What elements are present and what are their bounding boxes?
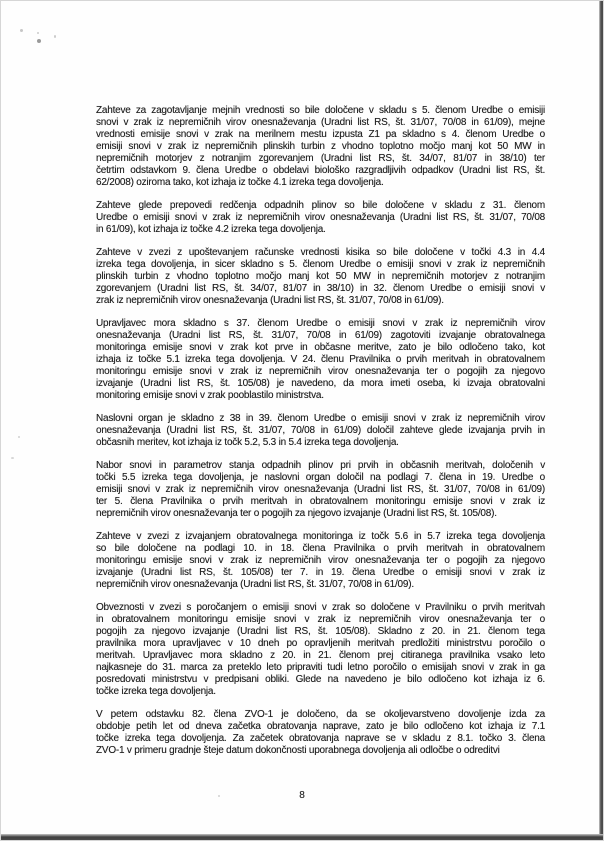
text-line: V petem odstavku 82. člena ZVO-1 je določeno, da se okoljevarstveno dovoljenje izda za [96,709,545,720]
text-line: plinskih turbin z vhodno toplotno močjo manj kot 50 MW in nepremičnih motorjev z notranjim [96,271,545,282]
page-number: 8 [299,790,305,801]
scan-edge-bottom [1,834,603,840]
text-line: nepremičnih motorjev z notranjim zgorevanjem (Uradni list RS, št. 34/07, 81/07 in 38/10) ter [96,153,545,164]
text-line: najkasneje do 31. marca za preteklo leto pripraviti tudi letno poročilo o emisijah snovi v zrak in ga [96,662,545,673]
text-line: točki 5.5 izreka tega dovoljenja, je naslovni organ določil na podlagi 7. člena in 19. Uredbe o [96,472,545,483]
text-line: zgorevanjem (Uradni list RS, št. 34/07, 81/07 in 38/10) in 32. členom Uredbe o emisiji snovi v [96,283,545,294]
text-line: onesnaževanja (Uradni list RS, št. 31/07, 70/08 in 61/09) določil zahteve glede izvajanja prvih in [96,425,545,436]
text-line: monitoringa emisije snovi v zrak kot prve in občasne meritve, zato je bilo odločeno tako, kot [96,342,545,353]
text-line: točke izreka tega dovoljenja. Za začetek obratovanja naprave se v skladu z 8.1. točko 3. člena [96,733,545,744]
paragraph [96,460,545,520]
scan-speck [54,35,56,38]
text-line: vrednosti emisije snovi v zrak na merilnem mestu izpusta Z1 pa skladno s 4. členom Uredbe o [96,129,545,140]
text-line: izvajanje (Uradni list RS, št. 105/08) je navedeno, da mora imeti oseba, ki izvaja obratovalni [96,378,545,389]
text-block [96,105,545,768]
paragraph [96,413,545,449]
text-line: nepremičnih virov onesnaževanja (Uradni list RS, št. 31/07, 70/08 in 61/09). [96,579,414,590]
text-line: Upravljavec mora skladno s 37. členom Uredbe o emisiji snovi v zrak iz nepremičnih virov [96,318,545,329]
text-line: in obratovalnem monitoringu emisije snovi v zrak iz nepremičnih virov onesnaževanja ter o [96,614,545,625]
text-line: nepremičnih virov onesnaževanja ter o pogojih za njegovo izvajanje (Uradni list RS, št. 105/08). [96,508,497,519]
paragraph [96,247,545,307]
text-line: pogojih za njegovo izvajanje (Uradni list RS, št. 105/08). Skladno z 20. in 21. členom tega [96,626,545,637]
scan-speck [11,457,14,459]
text-line: so bile določene na podlagi 10. in 18. člena Pravilnika o prvih meritvah in obratovalnem [96,543,545,554]
text-line: točke izreka tega dovoljenja. [96,686,216,697]
text-line: ter 5. člena Pravilnika o prvih meritvah in obratovalnem monitoringu emisije snovi v zrak iz [96,496,545,507]
paragraph [96,200,545,236]
text-line: monitoringu emisije snovi v zrak iz nepremičnih virov onesnaževanja ter o pogojih za njegovo [96,555,545,566]
paragraph [96,602,545,698]
text-line: Obveznosti v zvezi s poročanjem o emisiji snovi v zrak so določene v Pravilniku o prvih meritvah [96,602,545,613]
scan-speck [20,29,23,32]
text-line: izhaja iz točke 5.1 izreka tega dovoljenja. V 24. členu Pravilnika o prvih meritvah in obratovalnem [96,354,545,365]
text-line: četrtim odstavkom 9. člena Uredbe o obdelavi biološko razgradljivih odpadkov (Uradni list RS, št. [96,165,545,176]
text-line: pravilnika mora upravljavec v 10 dneh po opravljenih meritvah predložiti ministrstvu poročilo o [96,638,545,649]
text-line: 62/2008) oziroma tako, kot izhaja iz točke 4.1 izreka tega dovoljenja. [96,177,384,188]
text-line: posredovati ministrstvu v predpisani obliki. Glede na navedeno je bilo odločeno kot izhaja iz 6. [96,674,545,685]
scan-speck [37,39,41,43]
text-line: emisiji snovi v zrak iz nepremičnih virov onesnaževanja (Uradni list RS, št. 31/07, 70/08 in 61/09) [96,484,545,495]
text-line: monitoring emisije snovi v zrak pooblastilo ministrstva. [96,390,324,401]
paragraph [96,318,545,402]
text-line: ZVO-1 v primeru gradnje šteje datum dokončnosti uporabnega dovoljenja ali odločbe o odreditvi [96,745,500,756]
text-line: izvajanje (Uradni list RS, št. 105/08) ter 7. in 19. člena Uredbe o emisiji snovi v zrak iz [96,567,545,578]
text-line: občasnih meritev, kot izhaja iz točk 5.2, 5.3 in 5.4 izreka tega dovoljenja. [96,437,399,448]
paragraph [96,105,545,189]
text-line: Uredbe o emisiji snovi v zrak iz nepremičnih virov onesnaževanja (Uradni list RS, št. 31/07, 70/08 [96,212,545,223]
text-line: Zahteve v zvezi z upoštevanjem računske vrednosti kisika so bile določene v točki 4.3 in 4.4 [96,247,545,258]
text-line: meritvah. Upravljavec mora skladno z 20. in 21. členom prej citiranega pravilnika vsako leto [96,650,545,661]
scan-speck [18,436,20,438]
scan-edge-right [599,1,603,840]
text-line: in 61/09), kot izhaja iz točke 4.2 izreka tega dovoljenja. [96,224,326,235]
text-line: Naslovni organ je skladno z 38 in 39. členom Uredbe o emisiji snovi v zrak iz nepremičnih virov [96,413,545,424]
text-line: monitoringu emisije snovi v zrak iz nepremičnih virov onesnaževanja ter o pogojih za njegovo [96,366,545,377]
scan-speck [37,32,39,34]
text-line: Zahteve v zvezi z izvajanjem obratovalnega monitoringa iz točk 5.6 in 5.7 izreka tega dovoljenja [96,531,545,542]
text-line: izreka tega dovoljenja, in sicer skladno s 5. členom Uredbe o emisiji snovi v zrak iz nepremičnih [96,259,545,270]
text-line: snovi v zrak iz nepremičnih virov onesnaževanja (Uradni list RS, št. 31/07, 70/08 in 61/09), mejne [96,117,545,128]
paragraph [96,531,545,591]
paragraph [96,709,545,757]
text-line: zrak iz nepremičnih virov onesnaževanja (Uradni list RS, št. 31/07, 70/08 in 61/09). [96,295,444,306]
text-line: Zahteve za zagotavljanje mejnih vrednosti so bile določene v skladu s 5. členom Uredbe o emisiji [96,105,545,116]
text-line: Zahteve glede prepovedi redčenja odpadnih plinov so bile določene v skladu z 31. členom [96,200,545,211]
text-line: emisiji snovi v zrak iz nepremičnih plinskih turbin z vhodno toplotno močjo manj kot 50 MW in [96,141,545,152]
text-line: Nabor snovi in parametrov stanja odpadnih plinov pri prvih in občasnih meritvah, določenih v [96,460,545,471]
text-line: obdobje petih let od dneva začetka obratovanja naprave, zato je bilo odločeno kot izhaja iz 7.1 [96,721,545,732]
text-line: onesnaževanja (Uradni list RS, št. 31/07, 70/08 in 61/09) zagotoviti izvajanje obratovalnega [96,330,545,341]
